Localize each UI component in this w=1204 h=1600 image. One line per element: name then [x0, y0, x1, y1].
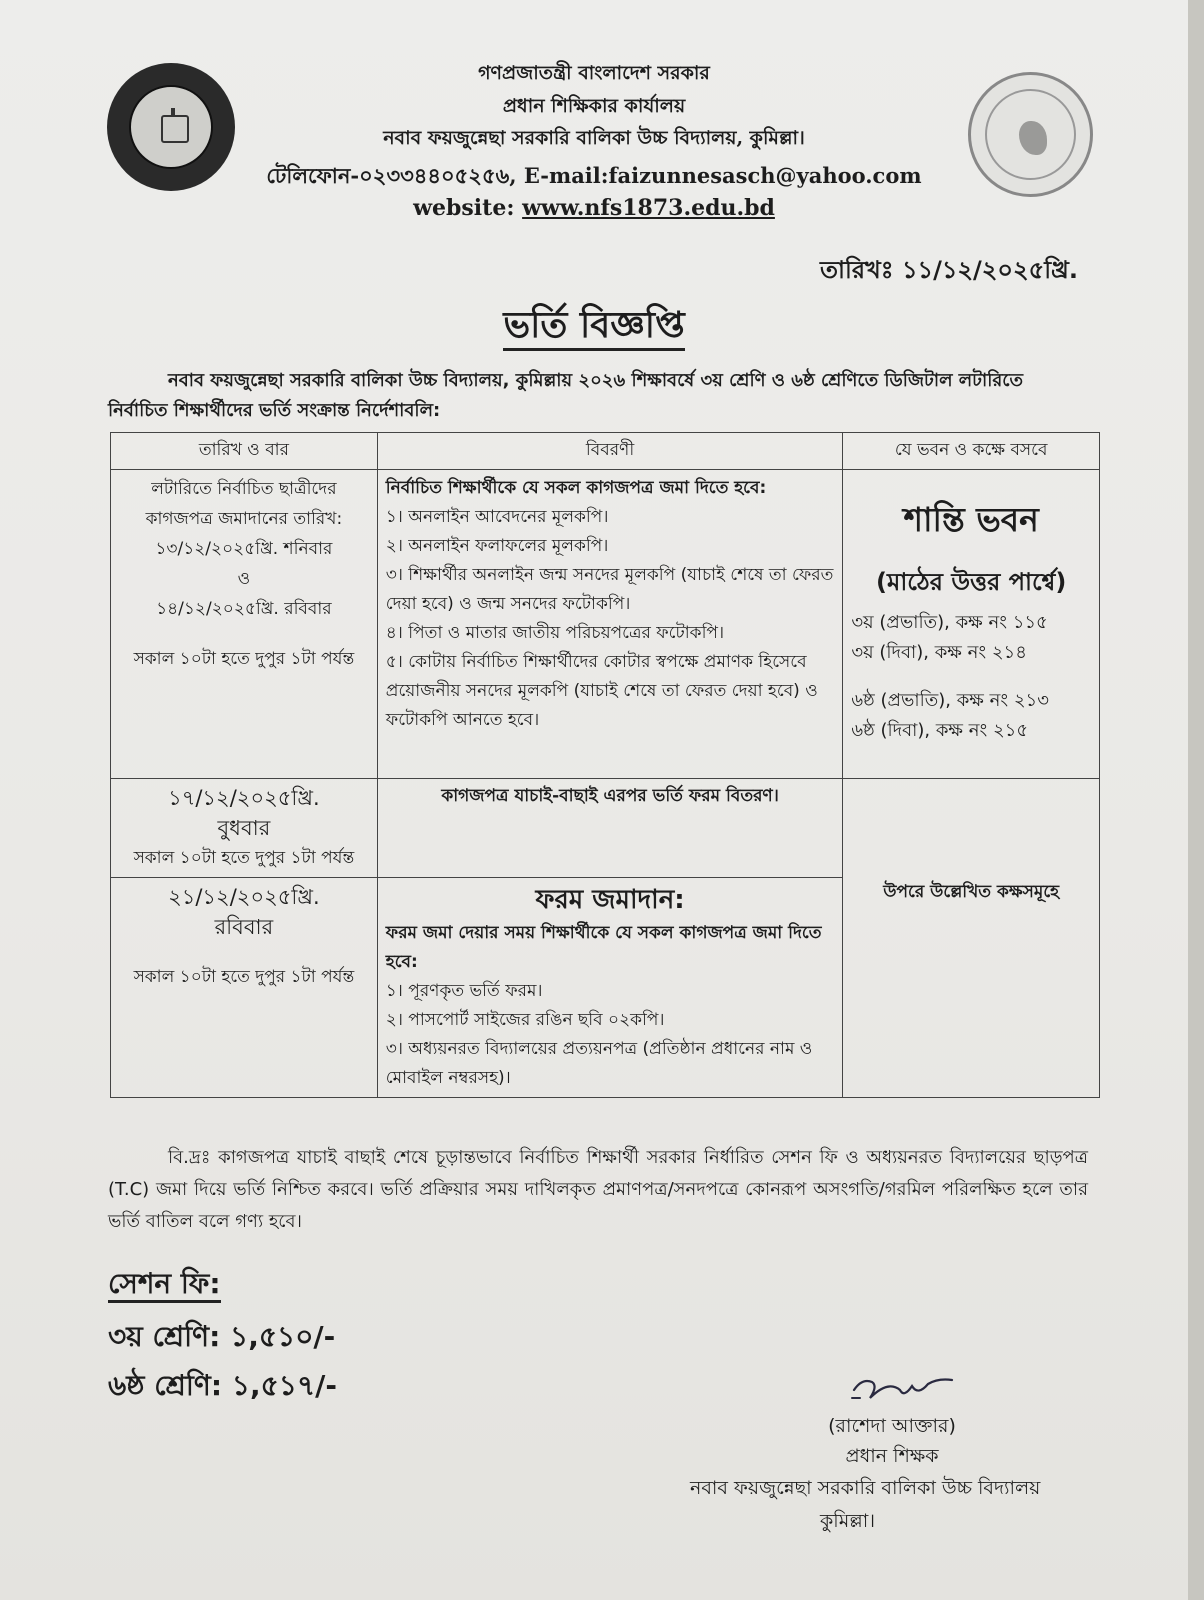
room-item: ৬ষ্ঠ (প্রভাতি), কক্ষ নং ২১৩ — [851, 690, 1049, 711]
list-item: ৩। শিক্ষার্থীর অনলাইন জন্ম সনদের মূলকপি (যাচাই শেষে তা ফেরত দেয়া হবে) ও জন্ম সনদের ফটোকপি। — [385, 565, 834, 614]
intro-text: নবাব ফয়জুন্নেছা সরকারি বালিকা উচ্চ বিদ্যালয়, কুমিল্লায় ২০২৬ শিক্ষাবর্ষে ৩য় শ্রেণি ও ৬ষ্ঠ শ্রেণিতে ডিজিটাল লটারিতে নির্বাচিত শিক্ষার্থীদের ভর্তি সংক্রান্ত নির্দেশাবলি: — [108, 370, 1023, 421]
note-text: বি.দ্রঃ কাগজপত্র যাচাই বাছাই শেষে চূড়ান্তভাবে নির্বাচিত শিক্ষার্থী সরকার নির্ধারিত সেশন ফি ও অধ্যয়নরত বিদ্যালয়ের ছাড়পত্র (T.C) জমা দিয়ে ভর্তি নিশ্চিত করবে। ভর্তি প্রক্রিয়ার সময় দাখিলকৃত প্রমাণপত্র/সনদপত্রে কোনরূপ অসংগতি/গরমিল পরিলক্ষিত হলে তার ভর্তি বাতিল বলে গণ্য হবে। — [108, 1147, 1088, 1232]
list-item: ৫। কোটায় নির্বাচিত শিক্ষার্থীদের কোটার স্বপক্ষে প্রমাণক হিসেবে প্রয়োজনীয় সনদের মূলকপি (যাচাই শেষে তা ফেরত দেয়া হবে) ও ফটোকপি আনতে হবে। — [385, 652, 818, 730]
row2-description-cell: কাগজপত্র যাচাই-বাছাই এরপর ভর্তি ফরম বিতরণ। — [377, 779, 843, 878]
signatory-role: প্রধান শিক্ষক — [845, 1445, 939, 1467]
header-description: বিবরণী — [377, 433, 843, 470]
background-edge — [1188, 0, 1204, 1600]
website-link[interactable]: www.nfs1873.edu.bd — [522, 195, 775, 221]
row3-desc-head: ফরম জমা দেয়ার সময় শিক্ষার্থীকে যে সকল কাগজপত্র জমা দিতে হবে: — [385, 923, 822, 972]
row2-room-cell: উপরে উল্লেখিত কক্ষসমূহে — [843, 779, 1100, 1098]
header-website — [0, 195, 1188, 221]
row1-time: সকাল ১০টা হতে দুপুর ১টা পর্যন্ত — [133, 649, 355, 669]
row3-time: সকাল ১০টা হতে দুপুর ১টা পর্যন্ত — [133, 967, 355, 987]
room-item: ৩য় (প্রভাতি), কক্ষ নং ১১৫ — [851, 612, 1048, 633]
header-contact: টেলিফোন-০২৩৩৪৪০৫২৫৬, E-mail:faizunnesasch@yahoo.com — [266, 163, 922, 188]
row2-date-cell — [111, 779, 378, 878]
list-item: ২। পাসপোর্ট সাইজের রঙিন ছবি ০২কপি। — [385, 1010, 665, 1030]
row1-room-cell — [843, 470, 1100, 779]
signatory-name: (রাশেদা আক্তার) — [828, 1415, 956, 1437]
row1-date-line: কাগজপত্র জমাদানের তারিখ: — [145, 509, 343, 529]
row1-date-line: ও — [237, 569, 251, 589]
room-item: ৬ষ্ঠ (দিবা), কক্ষ নং ২১৫ — [851, 720, 1029, 741]
signatory-school: নবাব ফয়জুন্নেছা সরকারি বালিকা উচ্চ বিদ্যালয় — [690, 1477, 1041, 1499]
header-school: নবাব ফয়জুন্নেছা সরকারি বালিকা উচ্চ বিদ্যালয়, কুমিল্লা। — [383, 127, 805, 149]
room-item: ৩য় (দিবা), কক্ষ নং ২১৪ — [851, 642, 1027, 663]
row2-date: ১৭/১২/২০২৫খ্রি. — [168, 786, 320, 810]
session-fee-title — [108, 1262, 221, 1309]
fee-class3: ৩য় শ্রেণি: ১,৫১০/- — [108, 1320, 336, 1353]
list-item: ১। অনলাইন আবেদনের মূলকপি। — [385, 507, 609, 527]
signature-icon — [848, 1368, 958, 1408]
list-item: ৩। অধ্যয়নরত বিদ্যালয়ের প্রত্যয়নপত্র (প্রতিষ্ঠান প্রধানের নাম ও মোবাইল নম্বরসহ)। — [385, 1039, 813, 1088]
row1-date-line: লটারিতে নির্বাচিত ছাত্রীদের — [151, 479, 337, 499]
page-title — [0, 298, 1188, 358]
notice-date: তারিখঃ ১১/১২/২০২৫খ্রি. — [820, 256, 1079, 284]
fee-class6: ৬ষ্ঠ শ্রেণি: ১,৫১৭/- — [108, 1369, 337, 1402]
header-date: তারিখ ও বার — [111, 433, 378, 470]
row3-description-cell — [377, 878, 843, 1098]
row3-day: রবিবার — [214, 915, 274, 939]
title-text: ভর্তি বিজ্ঞপ্তি — [503, 305, 684, 351]
building-name: শান্তি ভবন — [903, 500, 1039, 539]
website-label: website: — [413, 195, 515, 221]
building-location: (মাঠের উত্তর পার্শ্বে) — [876, 568, 1067, 596]
row1-date-line: ১৪/১২/২০২৫খ্রি. রবিবার — [156, 599, 332, 619]
row1-description-cell — [377, 470, 843, 779]
list-item: ৪। পিতা ও মাতার জাতীয় পরিচয়পত্রের ফটোকপি। — [385, 623, 725, 643]
table-row — [111, 470, 1100, 779]
header-room: যে ভবন ও কক্ষে বসবে — [843, 433, 1100, 470]
header-government: গণপ্রজাতন্ত্রী বাংলাদেশ সরকার — [478, 62, 710, 84]
row3-date-cell — [111, 878, 378, 1098]
form-submission-heading: ফরম জমাদান: — [535, 885, 685, 915]
admission-schedule-table — [110, 432, 1100, 1098]
list-item: ১। পূরণকৃত ভর্তি ফরম। — [385, 981, 543, 1001]
row3-date: ২১/১২/২০২৫খ্রি. — [168, 885, 320, 909]
table-header-row — [111, 433, 1100, 470]
list-item: ২। অনলাইন ফলাফলের মূলকপি। — [385, 536, 609, 556]
row2-day: বুধবার — [217, 816, 271, 840]
table-row — [111, 779, 1100, 878]
signatory-city: কুমিল্লা। — [820, 1510, 876, 1532]
session-fee-title-text: সেশন ফি: — [108, 1267, 221, 1303]
row1-desc-head: নির্বাচিত শিক্ষার্থীকে যে সকল কাগজপত্র জমা দিতে হবে: — [385, 478, 767, 498]
row1-date-line: ১৩/১২/২০২৫খ্রি. শনিবার — [155, 539, 333, 559]
row2-time: সকাল ১০টা হতে দুপুর ১টা পর্যন্ত — [133, 848, 355, 868]
header-office: প্রধান শিক্ষিকার কার্যালয় — [502, 95, 686, 117]
row1-date-cell — [111, 470, 378, 779]
